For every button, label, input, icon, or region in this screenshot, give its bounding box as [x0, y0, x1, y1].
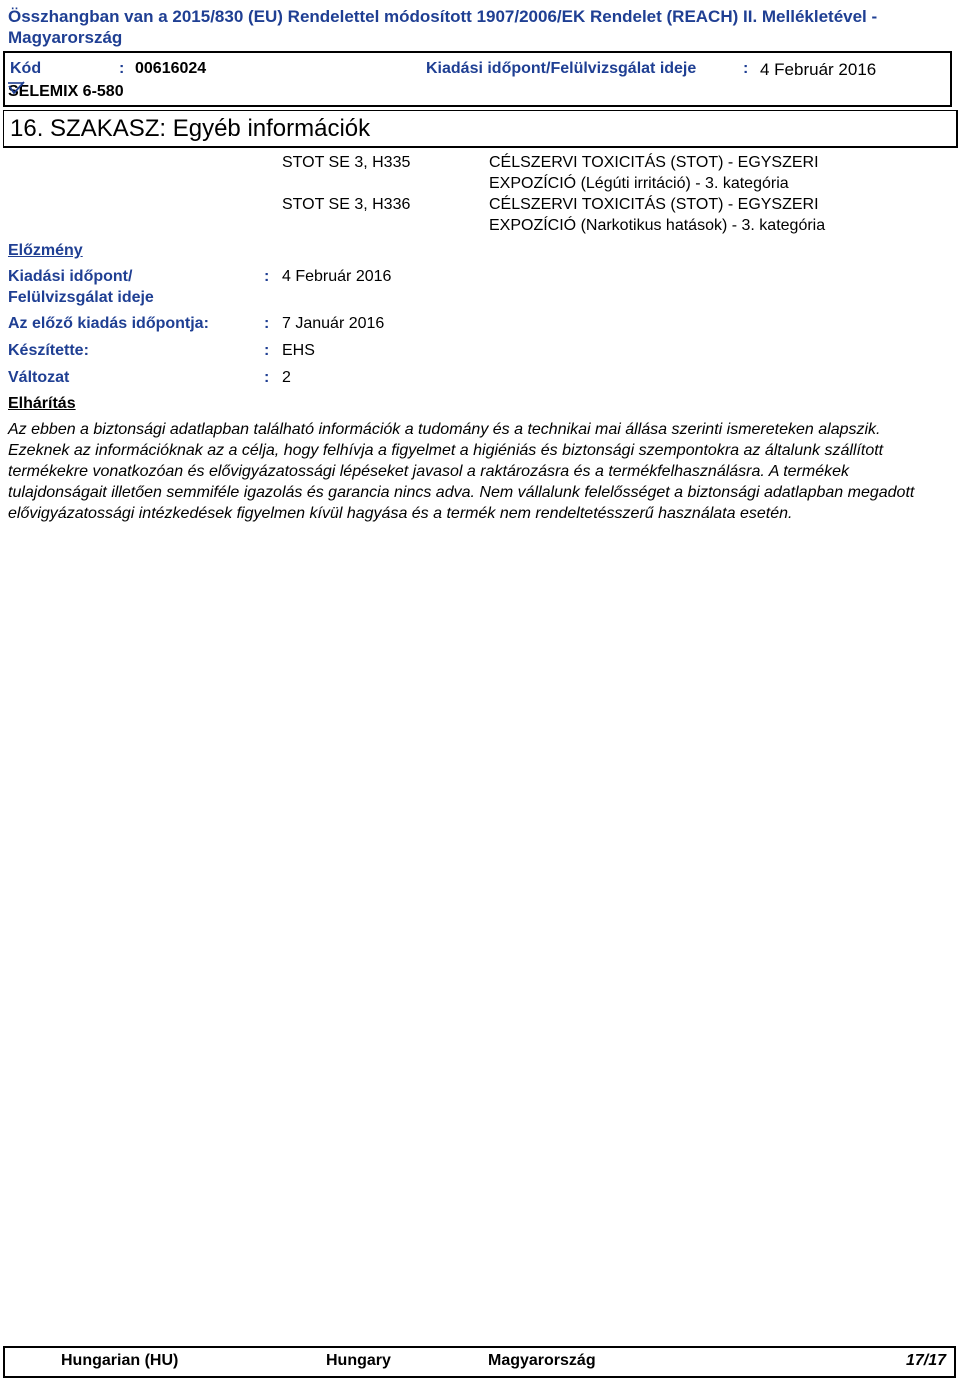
- hazard-desc-2-line2: EXPOZÍCIÓ (Narkotikus hatások) - 3. kategória: [489, 217, 826, 234]
- author-colon: :: [264, 342, 270, 359]
- product-name: SELEMIX 6-580: [8, 83, 124, 100]
- previous-issue-colon: :: [264, 315, 270, 332]
- disclaimer-heading: Elhárítás: [8, 395, 76, 412]
- previous-issue-value: 7 Január 2016: [282, 315, 385, 332]
- history-heading: Előzmény: [8, 242, 83, 259]
- disclaimer-text: Az ebben a biztonsági adatlapban található információk a tudomány és a technikai mai állása szerinti ismereteken alapszik. Ezeknek az információknak az a célja, hogy felhívja a figyelmet a higiéniás és biztonsági szempontokra az általunk szállított termékekre vonatkozóan és elővigyázatossági lépéseket javasol a raktározásra és a termékfelhasználásra. A termékek tulajdonságait illetően semmiféle igazolás és garancia nincs adva. Nem vállalunk felelősséget a biztonsági adatlapban megadott elővigyázatossági intézkedések figyelmen kívül hagyása és a termék nem rendeltetésszerű használata esetén.: [8, 421, 915, 522]
- code-value: 00616024: [135, 60, 207, 77]
- issue-date-label-line1: Kiadási időpont/: [8, 268, 133, 285]
- hazard-desc-2-line1: CÉLSZERVI TOXICITÁS (STOT) - EGYSZERI: [489, 196, 819, 213]
- author-label: Készítette:: [8, 342, 89, 359]
- check-mark-icon: [6, 80, 26, 96]
- footer-country-local: Magyarország: [488, 1352, 596, 1369]
- revision-date-colon: :: [743, 60, 749, 77]
- revision-date-label: Kiadási időpont/Felülvizsgálat ideje: [426, 60, 697, 77]
- hazard-code-2: STOT SE 3, H336: [282, 196, 411, 213]
- issue-date-colon: :: [264, 268, 270, 285]
- previous-issue-label: Az előző kiadás időpontja:: [8, 315, 209, 332]
- revision-date-value: 4 Február 2016: [760, 60, 877, 79]
- author-value: EHS: [282, 342, 315, 359]
- code-label: Kód: [10, 60, 42, 77]
- footer-page-number: 17/17: [906, 1352, 947, 1369]
- hazard-desc-1-line2: EXPOZÍCIÓ (Légúti irritáció) - 3. kategória: [489, 175, 789, 192]
- code-colon: :: [119, 60, 125, 77]
- issue-date-value: 4 Február 2016: [282, 268, 392, 285]
- section-title: 16. SZAKASZ: Egyéb információk: [10, 115, 371, 142]
- document-regulation-title: Összhangban van a 2015/830 (EU) Rendelettel módosított 1907/2006/EK Rendelet (REACH) II. Mellékletével - Magyarország: [8, 7, 878, 47]
- issue-date-label-line2: Felülvizsgálat ideje: [8, 289, 154, 306]
- footer-country: Hungary: [326, 1352, 391, 1369]
- version-value: 2: [282, 369, 291, 386]
- version-colon: :: [264, 369, 270, 386]
- footer-language: Hungarian (HU): [61, 1352, 179, 1369]
- hazard-code-1: STOT SE 3, H335: [282, 154, 411, 171]
- hazard-desc-1-line1: CÉLSZERVI TOXICITÁS (STOT) - EGYSZERI: [489, 154, 819, 171]
- version-label: Változat: [8, 369, 70, 386]
